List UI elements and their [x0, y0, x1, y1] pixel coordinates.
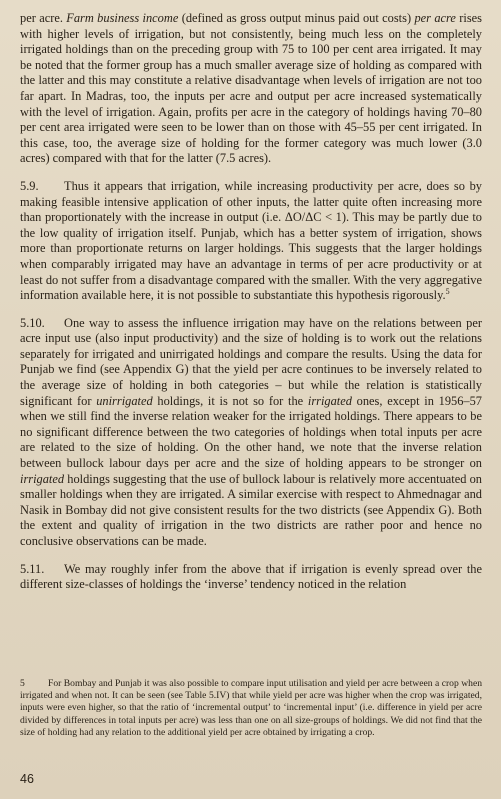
- italic-term: per acre: [414, 11, 456, 25]
- footnote-mark: 5: [20, 678, 25, 689]
- paragraph-5-10: [20, 316, 482, 550]
- footnote: [20, 678, 482, 739]
- text-run: rises with higher levels of irrigation, but not consistently, being much less on the completely irrigated holdings than on the preceding group with 75 to 100 per cent area irrigated. It may be noted that the former group has a much smaller average size of holding as compared with the latter and this may constitute a relative disadvantage when levels of irrigation are not too far apart. In Madras, too, the inputs per acre and output per acre increased systematically with the level of irrigation. Again, profits per acre in the category of holdings having 70–80 per cent area irrigated were seen to be lower than on those with 45–55 per cent irrigated. In this case, too, the average size of holding for the former category was much lower (3.0 acres) compared with that for the latter (7.5 acres).: [20, 11, 482, 166]
- text-run: Thus it appears that irrigation, while increasing productivity per acre, does so by making feasible intensive application of other inputs, the latter quite often increasing more than proportionately with the increase in output (i.e. ΔO/ΔC < 1). This may be partly due to the low quality of irrigation itself. Punjab, which has a better system of irrigation, shows more than proportionate returns on larger holdings. This suggests that the larger holdings when comparably irrigated may have an advantage in terms of per acre productivity or at least do not suffer from a disadvantage compared with the smaller. With the very aggregative information available here, it is not possible to substantiate this hypothesis rigorously.: [20, 178, 482, 303]
- text-run: (defined as gross output minus paid out costs): [178, 11, 415, 25]
- italic-term: Farm business income: [66, 11, 179, 25]
- italic-term: irrigated: [20, 471, 65, 486]
- text-run: per acre.: [20, 11, 67, 25]
- body-text: [20, 11, 482, 593]
- paragraph-5-9: [20, 179, 482, 304]
- italic-term: unirrigated: [96, 393, 153, 408]
- paragraph-number: 5.9.: [20, 178, 39, 193]
- text-run: holdings, it is not so for the: [152, 393, 308, 408]
- paragraph-5-11: [20, 562, 482, 593]
- text-run: ones, except in 1956–57 when we still find the inverse relation weaker for the irrigated holdings. There appears to be no significant difference between the two categories of holdings when total inputs per acre are related to the size of holding. On the other hand, we note that the inverse relation between bullock labour days per acre and the size of holding appears to be stronger on: [20, 393, 482, 471]
- text-run: holdings suggesting that the use of bullock labour is relatively more accentuated on smaller holdings when they are irrigated. A similar exercise with respect to Ahmednagar and Nasik in Bombay did not give consistent results for the two districts (see Appendix G). Both the extent and quality of irrigation in the two districts are rather poor and hence no conclusive observations can be made.: [20, 471, 482, 548]
- text-run: We may roughly infer from the above that if irrigation is evenly spread over the different size-classes of holdings the ‘inverse’ tendency noticed in the relation: [20, 561, 482, 592]
- page-number: 46: [20, 772, 34, 786]
- carryover-paragraph: [20, 11, 482, 167]
- footnote-ref: 5: [445, 286, 450, 296]
- paragraph-number: 5.10.: [20, 315, 45, 330]
- text-run: One way to assess the influence irrigation may have on the relations between per acre input use (also input productivity) and the size of holding is to work out the relations separately for irrigated and unirrigated holdings and compare the results. Using the data for Punjab we find (see Appendix G) that the yield per acre continues to be inversely related to the average size of holding in both categories – but while the relation is statistically significant for: [20, 315, 482, 408]
- footnote-text: For Bombay and Punjab it was also possible to compare input utilisation and yield per acre between a crop when irrigated and when not. It can be seen (see Table 5.IV) that while yield per acre was higher when the crop was irrigated, inputs were even higher, so that the ratio of ‘incremental output’ to ‘incremental input’ (i.e. difference in yield per acre divided by differences in total inputs per acre) was less than one on all size-groups of holdings. We did not find that the size of holding had any relation to the additional yield per acre obtained by irrigating a crop.: [20, 678, 482, 738]
- paragraph-number: 5.11.: [20, 561, 45, 576]
- italic-term: irrigated: [307, 393, 352, 408]
